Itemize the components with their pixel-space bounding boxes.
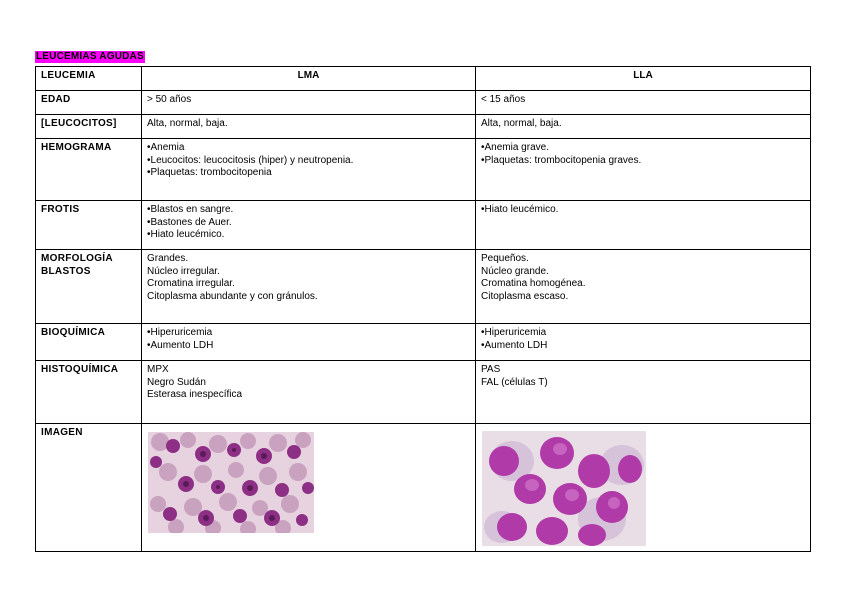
cell-line: Citoplasma abundante y con gránulos. xyxy=(147,290,318,302)
cell-line: FAL (células T) xyxy=(481,376,548,388)
cell-line: PAS xyxy=(481,364,501,375)
cell-line: Pequeños. xyxy=(481,253,529,264)
cell-line: MPX xyxy=(147,364,169,375)
cell-line: •Aumento LDH xyxy=(481,339,548,351)
cell-lla-morfologia xyxy=(476,250,811,324)
row-edad xyxy=(36,91,811,115)
cell-line: Núcleo irregular. xyxy=(147,265,220,277)
header-row xyxy=(36,67,811,91)
cell-lla-histoquimica xyxy=(476,361,811,424)
row-label-line: BLASTOS xyxy=(41,265,91,277)
cell-lma-bioquimica xyxy=(142,324,476,361)
cell-text: Alta, normal, baja. xyxy=(147,118,228,129)
cell-text: Alta, normal, baja. xyxy=(481,118,562,129)
cell-line: Núcleo grande. xyxy=(481,265,549,277)
row-leucocitos xyxy=(36,115,811,139)
cell-text: < 15 años xyxy=(481,94,526,105)
row-histoquimica xyxy=(36,361,811,424)
leukemia-comparison-table xyxy=(35,66,811,552)
cell-line: •Hiperuricemia xyxy=(147,327,213,338)
cell-line: Negro Sudán xyxy=(147,376,206,388)
header-lma: LMA xyxy=(142,67,476,91)
row-label-hemograma: HEMOGRAMA xyxy=(36,139,142,201)
cell-lma-frotis xyxy=(142,201,476,250)
cell-lma-edad xyxy=(142,91,476,115)
cell-lma-histoquimica xyxy=(142,361,476,424)
cell-line: Grandes. xyxy=(147,253,189,264)
cell-lma-hemograma xyxy=(142,139,476,201)
cell-line: •Bastones de Auer. xyxy=(147,216,232,228)
row-frotis xyxy=(36,201,811,250)
cell-line: •Anemia grave. xyxy=(481,142,549,153)
header-leucemia: LEUCEMIA xyxy=(36,67,142,91)
lla-blood-smear-image xyxy=(482,431,646,546)
cell-line: •Hiperuricemia xyxy=(481,327,547,338)
cell-line: Esterasa inespecífica xyxy=(147,389,243,400)
cell-line: •Plaquetas: trombocitopenia graves. xyxy=(481,154,642,166)
row-label-edad: EDAD xyxy=(36,91,142,115)
row-imagen xyxy=(36,424,811,552)
row-label-bioquimica: BIOQUÍMICA xyxy=(36,324,142,361)
row-label-frotis: FROTIS xyxy=(36,201,142,250)
cell-line: •Blastos en sangre. xyxy=(147,204,234,215)
cell-lla-bioquimica xyxy=(476,324,811,361)
row-label-leucocitos: [LEUCOCITOS] xyxy=(36,115,142,139)
cell-line: •Anemia xyxy=(147,142,185,153)
cell-lla-frotis xyxy=(476,201,811,250)
cell-lla-imagen xyxy=(476,424,811,552)
row-hemograma xyxy=(36,139,811,201)
cell-line: Citoplasma escaso. xyxy=(481,290,569,302)
row-label-morfologia xyxy=(36,250,142,324)
cell-lla-hemograma xyxy=(476,139,811,201)
document-title: LEUCEMIAS AGUDAS xyxy=(36,51,144,62)
row-label-line: MORFOLOGÍA xyxy=(41,253,113,264)
cell-lla-leucocitos xyxy=(476,115,811,139)
cell-text: > 50 años xyxy=(147,94,192,105)
cell-lma-morfologia xyxy=(142,250,476,324)
row-bioquimica xyxy=(36,324,811,361)
lma-blood-smear-image xyxy=(148,432,314,533)
cell-lma-leucocitos xyxy=(142,115,476,139)
cell-line: Cromatina homogénea. xyxy=(481,278,586,289)
header-lla: LLA xyxy=(476,67,811,91)
cell-line: •Hiato leucémico. xyxy=(481,204,559,215)
cell-lla-edad xyxy=(476,91,811,115)
row-label-histoquimica: HISTOQUÍMICA xyxy=(36,361,142,424)
cell-line: •Plaquetas: trombocitopenia xyxy=(147,167,272,178)
cell-line: •Leucocitos: leucocitosis (hiper) y neutropenia. xyxy=(147,154,354,166)
cell-lma-imagen xyxy=(142,424,476,552)
cell-line: Cromatina irregular. xyxy=(147,278,235,289)
cell-line: •Hiato leucémico. xyxy=(147,229,225,240)
row-label-imagen: IMAGEN xyxy=(36,424,142,552)
row-morfologia xyxy=(36,250,811,324)
cell-line: •Aumento LDH xyxy=(147,339,214,351)
